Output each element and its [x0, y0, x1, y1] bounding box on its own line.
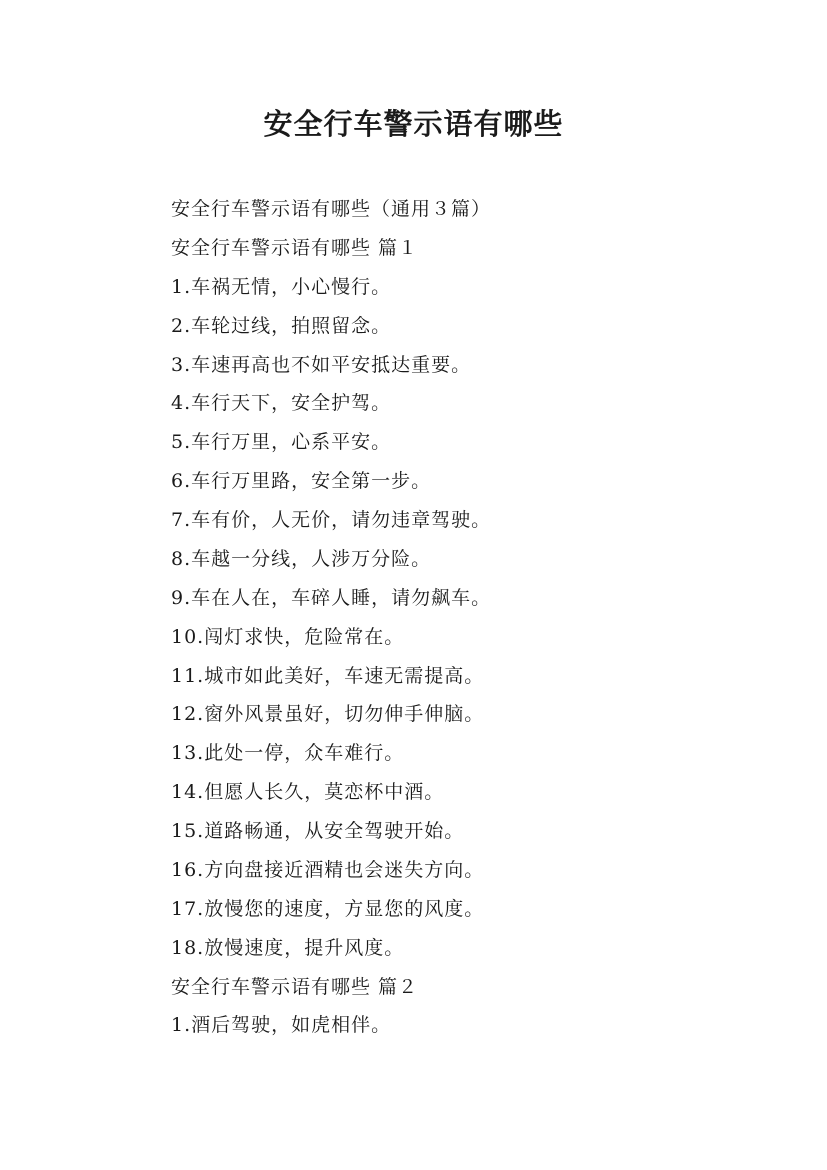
slogan-line: 9.车在人在，车碎人睡，请勿飙车。 — [171, 586, 492, 609]
document-body — [171, 190, 771, 1045]
subtitle-line: 安全行车警示语有哪些（通用３篇） — [171, 198, 492, 220]
slogan-line: 16.方向盘接近酒精也会迷失方向。 — [171, 858, 485, 881]
slogan-line: 7.车有价，人无价，请勿违章驾驶。 — [171, 509, 492, 531]
document-title: 安全行车警示语有哪些 — [263, 107, 564, 141]
slogan-line: 2.车轮过线，拍照留念。 — [171, 314, 392, 337]
slogan-line: 1.酒后驾驶，如虎相伴。 — [171, 1014, 392, 1037]
slogan-line: 18.放慢速度，提升风度。 — [171, 936, 405, 959]
section-heading: 安全行车警示语有哪些 篇２ — [171, 975, 419, 998]
slogan-line: 17.放慢您的速度，方显您的风度。 — [171, 897, 485, 920]
slogan-line: 14.但愿人长久，莫恋杯中酒。 — [171, 781, 445, 804]
section-heading: 安全行车警示语有哪些 篇１ — [171, 236, 419, 259]
slogan-line: 4.车行天下，安全护驾。 — [171, 392, 392, 415]
slogan-line: 1.车祸无情，小心慢行。 — [171, 275, 392, 298]
slogan-line: 13.此处一停，众车难行。 — [171, 742, 405, 765]
slogan-line: 8.车越一分线，人涉万分险。 — [171, 547, 432, 570]
slogan-line: 11.城市如此美好，车速无需提高。 — [171, 664, 485, 687]
slogan-line: 10.闯灯求快，危险常在。 — [171, 625, 405, 648]
slogan-line: 15.道路畅通，从安全驾驶开始。 — [171, 820, 465, 842]
slogan-line: 12.窗外风景虽好，切勿伸手伸脑。 — [171, 703, 485, 726]
slogan-line: 6.车行万里路，安全第一步。 — [171, 470, 432, 493]
slogan-line: 5.车行万里，心系平安。 — [171, 431, 392, 454]
slogan-line: 3.车速再高也不如平安抵达重要。 — [171, 353, 472, 376]
